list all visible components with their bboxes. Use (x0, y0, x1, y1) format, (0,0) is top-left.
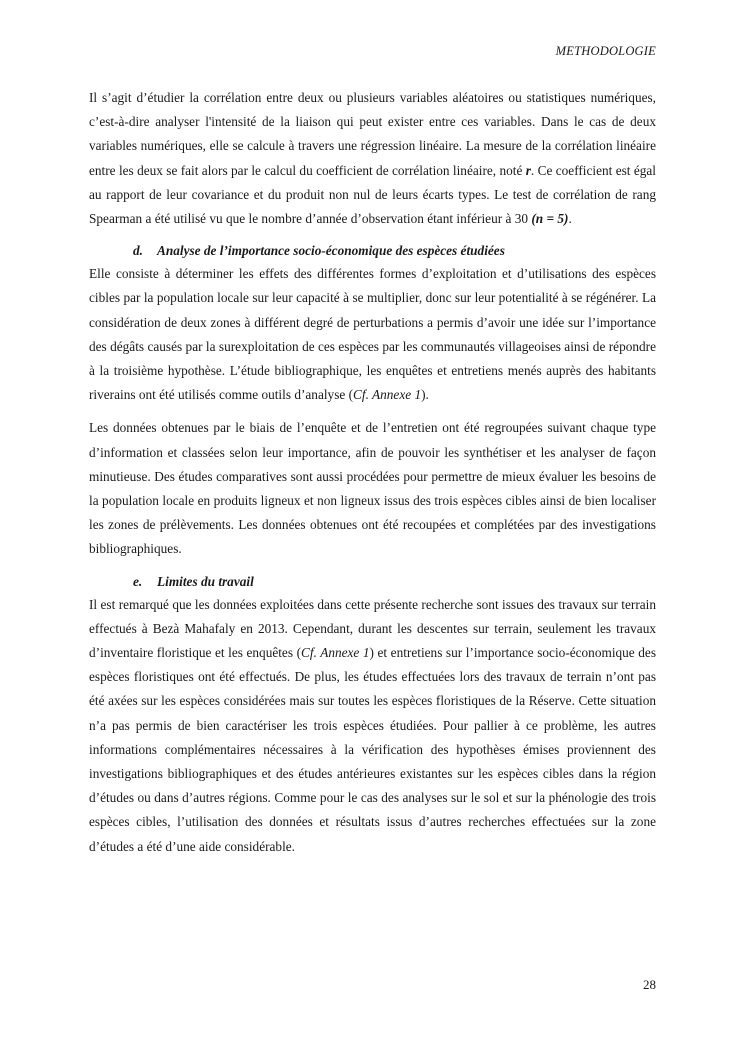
paragraph-limits-text-2: ) et entretiens sur l’importance socio-économique des espèces floristiques ont été effectués. De plus, les études effectuées lors des travaux de terrain n’ont pas été axées sur les espèces considérées mais sur toutes les espèces floristiques de la Réserve. Cette situation n’a pas permis de bien caractériser les trois espèces étudiées. Pour pallier à ce problème, les autres informations complémentaires nécessaires à la vérification des hypothèses émises proviennent des investigations bibliographiques et des études antérieures existantes sur les espèces cibles dans la région d’études ou dans d’autres régions. Comme pour le cas des analyses sur le sol et sur la phénologie des trois espèces cibles, l’utilisation des données et résultats issus d’autres recherches effectuées sur la zone d’études a été d’une aide considérable. (89, 645, 656, 854)
section-heading-d (89, 240, 656, 262)
coefficient-symbol: r (525, 162, 531, 178)
section-letter-d: d. (133, 243, 143, 259)
section-letter-e: e. (133, 573, 143, 589)
section-title-d: Analyse de l’importance socio-économique des espèces étudiées (157, 243, 505, 259)
paragraph-data-processing: Les données obtenues par le biais de l’enquête et de l’entretien ont été regroupées suivant chaque type d’information et classées selon leur importance, afin de pouvoir les synthétiser et les analyser de façon minutieuse. Des études comparatives sont aussi procédées pour permettre de mieux évaluer les besoins de la population locale en produits ligneux et non ligneux issus des trois espèces cibles ainsi de bien localiser les zones de prélèvements. Les données obtenues ont été recoupées et complétées par des investigations bibliographiques. (89, 420, 656, 557)
paragraph-socio-economic-text-2: ). (421, 387, 429, 403)
page-number: 28 (643, 977, 656, 992)
body-text (89, 86, 656, 859)
paragraph-correlation-text-1: Il s’agit d’étudier la corrélation entre deux ou plusieurs variables aléatoires ou statistiques numériques, c’est-à-dire analyser l'intensité de la liaison qui peut exister entre ces variables. Dans le cas de deux variables numériques, elle se calcule à travers une régression linéaire. La mesure de la corrélation linéaire entre les deux se fait alors par le calcul du coefficient de corrélation linéaire, noté (89, 90, 656, 178)
paragraph-correlation (89, 86, 656, 231)
paragraph-correlation-text-2: . Ce coefficient est égal au rapport de leur covariance et du produit non nul de leurs écarts types. Le test de corrélation de rang Spearman a été utilisé vu que le nombre d’année d’observation étant inférieur à 30 (89, 162, 656, 227)
paragraph-correlation-text-3: . (568, 211, 572, 227)
section-title-e: Limites du travail (157, 573, 254, 589)
running-header: METHODOLOGIE (555, 44, 656, 58)
annex-reference: Cf. Annexe 1 (353, 387, 422, 403)
paragraph-socio-economic (89, 262, 656, 407)
paragraph-socio-economic-text-1: Elle consiste à déterminer les effets des différentes formes d’exploitation et d’utilisations des espèces cibles par la population locale sur leur capacité à se multiplier, donc sur leur potentialité à se régénérer. La considération de deux zones à différent degré de perturbations a permis d’avoir une idée sur l’importance des dégâts causés par la surexploitation de ces espèces par les communautés villageoises ainsi de répondre à la troisième hypothèse. L’étude bibliographique, les enquêtes et entretiens menés auprès des habitants riverains ont été utilisés comme outils d’analyse ( (89, 266, 656, 403)
annex-reference: Cf. Annexe 1 (301, 645, 370, 661)
paragraph-limits-text-1: Il est remarqué que les données exploitées dans cette présente recherche sont issues des travaux sur terrain effectués à Bezà Mahafaly en 2013. Cependant, durant les descentes sur terrain, seulement les travaux d’inventaire floristique et les enquêtes ( (89, 596, 656, 661)
paragraph-limits (89, 593, 656, 859)
section-heading-e (89, 571, 656, 593)
sample-size: (n = 5) (531, 211, 569, 227)
